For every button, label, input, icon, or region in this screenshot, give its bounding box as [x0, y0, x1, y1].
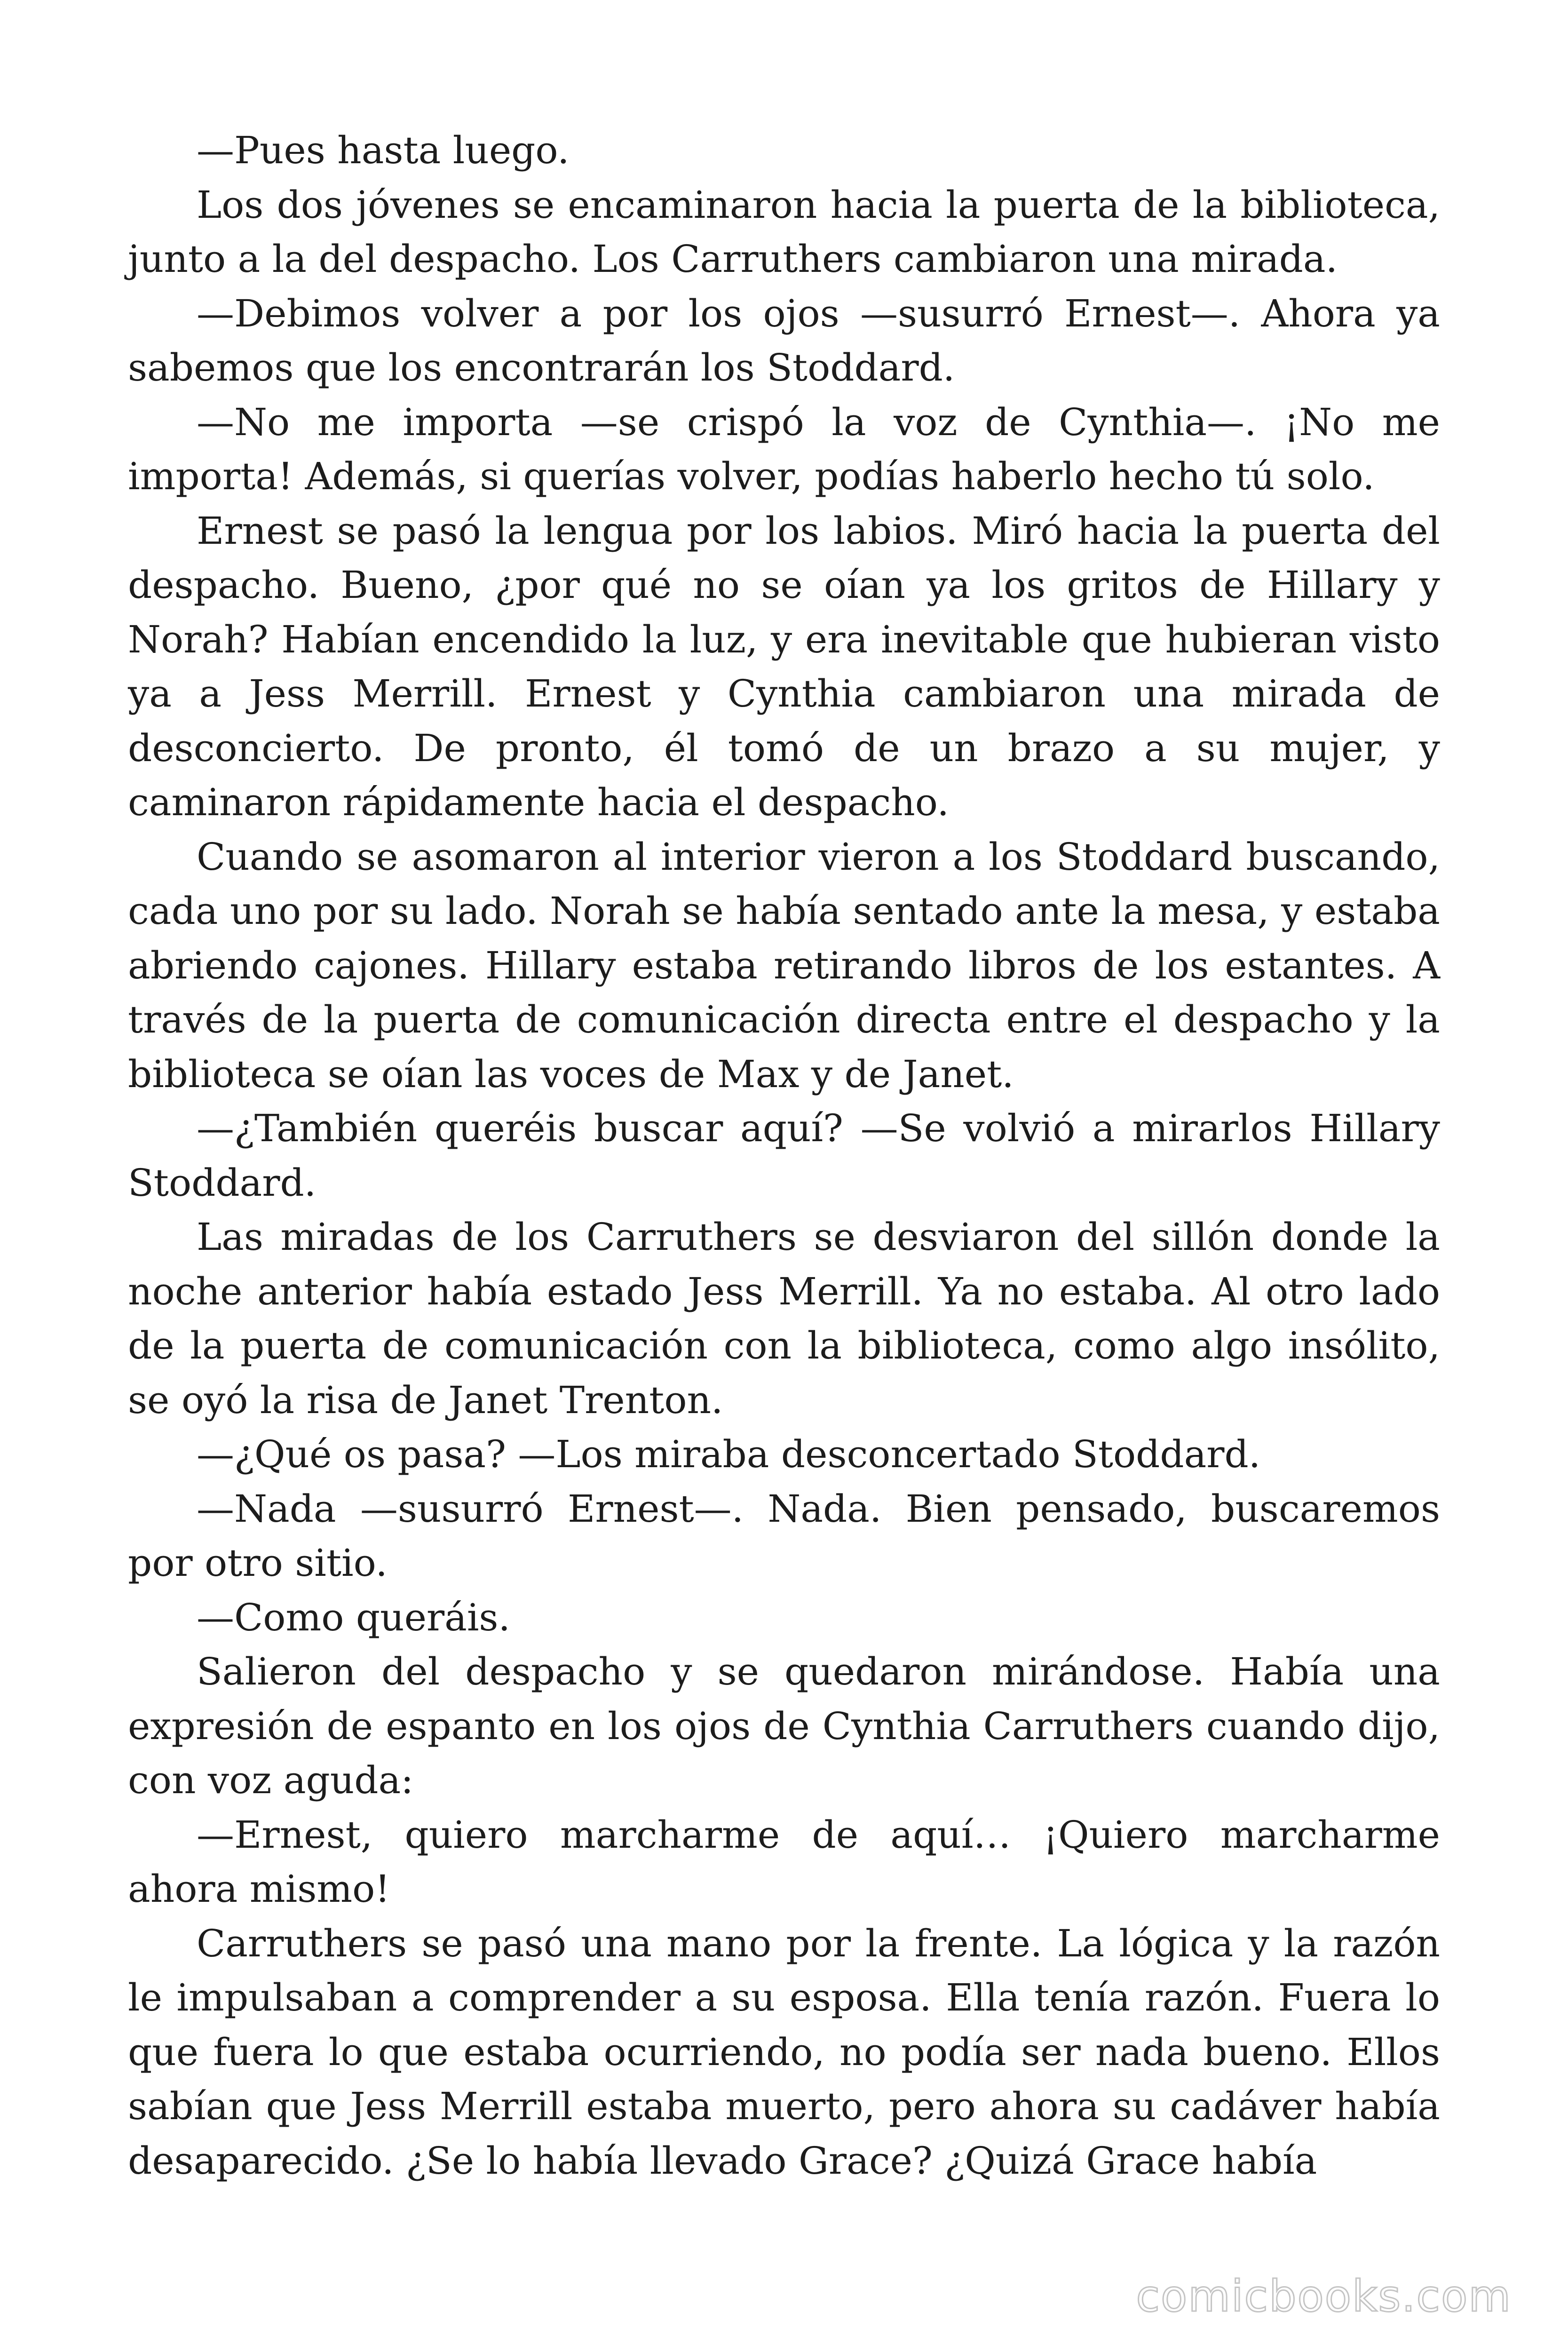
paragraph: Ernest se pasó la lengua por los labios. Miró hacia la puerta del despacho. Bueno, ¿por qué no se oían ya los gritos de Hillary y Norah? Habían encendido la luz, y era inevitable que hubieran visto ya a Jess Merrill. Ernest y Cynthia cambiaron una mirada de desconcierto. De pronto, él tomó de un brazo a su mujer, y caminaron rápidamente hacia el despacho. — [128, 509, 1440, 824]
paragraph: Los dos jóvenes se encaminaron hacia la puerta de la biblioteca, junto a la del despacho. Los Carruthers cambiaron una mirada. — [128, 183, 1440, 281]
paragraph: Las miradas de los Carruthers se desviaron del sillón donde la noche anterior había estado Jess Merrill. Ya no estaba. Al otro lado de la puerta de comunicación con la biblioteca, como algo insólito, se oyó la risa de Janet Trenton. — [128, 1215, 1440, 1422]
paragraph: Cuando se asomaron al interior vieron a los Stoddard buscando, cada uno por su lado. Norah se había sentado ante la mesa, y estaba abriendo cajones. Hillary estaba retirando libros de los estantes. A través de la puerta de comunicación directa entre el despacho y la biblioteca se oían las voces de Max y de Janet. — [128, 834, 1440, 1096]
paragraph: —No me importa —se crispó la voz de Cynthia—. ¡No me importa! Además, si querías volver, podías haberlo hecho tú solo. — [128, 400, 1440, 498]
paragraph: —Ernest, quiero marcharme de aquí… ¡Quiero marcharme ahora mismo! — [128, 1812, 1440, 1911]
paragraph: —Debimos volver a por los ojos —susurró Ernest—. Ahora ya sabemos que los encontrarán los Stoddard. — [128, 291, 1440, 389]
paragraph: Salieron del despacho y se quedaron mirándose. Había una expresión de espanto en los ojos de Cynthia Carruthers cuando dijo, con voz aguda: — [128, 1650, 1440, 1802]
paragraph: —¿También queréis buscar aquí? —Se volvió a mirarlos Hillary Stoddard. — [128, 1106, 1440, 1205]
paragraph: Carruthers se pasó una mano por la frente. La lógica y la razón le impulsaban a comprender a su esposa. Ella tenía razón. Fuera lo que fuera lo que estaba ocurriendo, no podía ser nada bueno. Ellos sabían que Jess Merrill estaba muerto, pero ahora su cadáver había desaparecido. ¿Se lo había llevado Grace? ¿Quizá Grace había — [128, 1921, 1440, 2183]
body-text — [128, 123, 1440, 2188]
paragraph: —Pues hasta luego. — [197, 128, 570, 172]
watermark: comicbooks.com — [1136, 2271, 1512, 2321]
paragraph: —Nada —susurró Ernest—. Nada. Bien pensado, buscaremos por otro sitio. — [128, 1486, 1440, 1585]
paragraph: —Como queráis. — [197, 1595, 510, 1639]
paragraph: —¿Qué os pasa? —Los miraba desconcertado Stoddard. — [197, 1432, 1261, 1476]
